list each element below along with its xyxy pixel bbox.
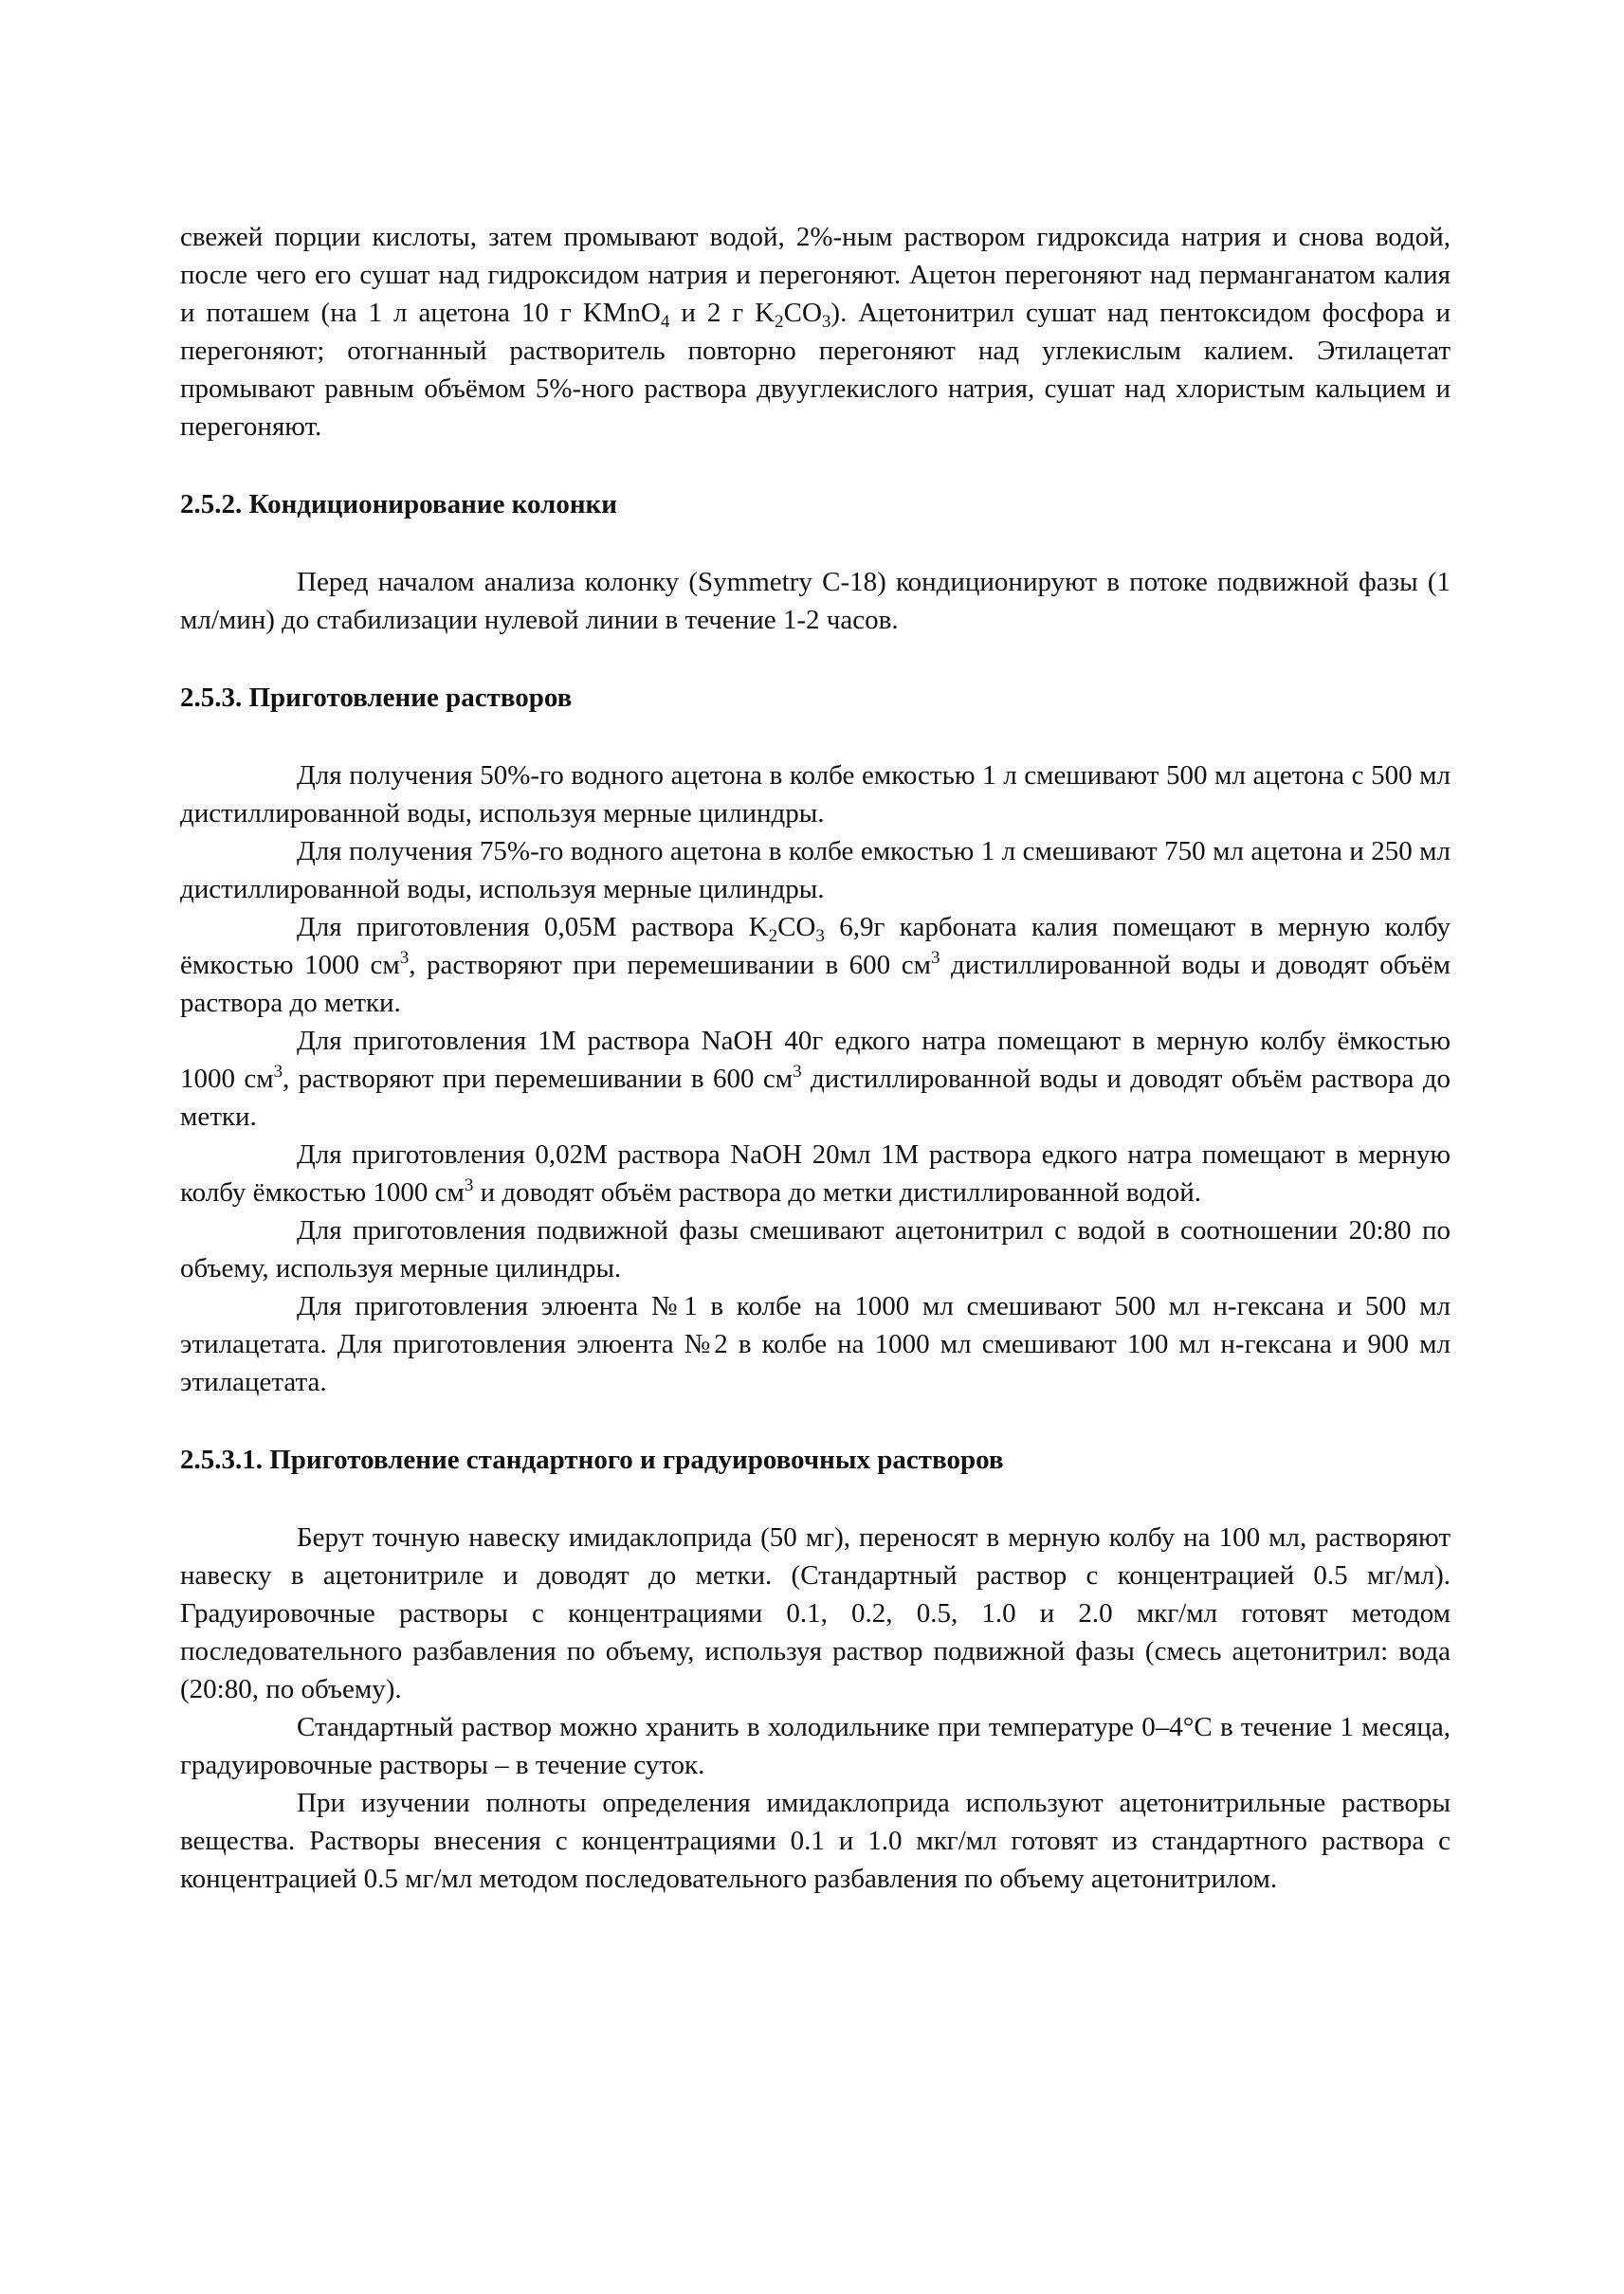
text-run: Для приготовления 1М раствора NaOH 40г едкого натра помещают в мерную колбу ёмкостью 1000 см: [180, 1026, 1451, 1094]
paragraph-k2co3-solution: [180, 908, 1451, 1022]
text-run: и доводят объём раствора до метки дистиллированной водой.: [473, 1177, 1202, 1208]
superscript: 3: [930, 948, 940, 968]
paragraph-recovery-solutions: При изучении полноты определения имидаклоприда используют ацетонитрильные растворы вещества. Растворы внесения с концентрациями 0.1 и 1.0 мкг/мл готовят из стандартного раствора с концентрацией 0.5 мг/мл методом последовательного разбавления по объему ацетонитрилом.: [180, 1788, 1451, 1894]
paragraph-naoh-002m: [180, 1136, 1451, 1211]
section-heading-2-5-2: 2.5.2. Кондиционирование колонки: [180, 489, 617, 519]
text-run: 6,9г карбоната калия помещают в мерную колбу ёмкостью 1000 см: [180, 912, 1451, 980]
section-heading-2-5-3: 2.5.3. Приготовление растворов: [180, 683, 573, 713]
paragraph-storage: Стандартный раствор можно хранить в холодильнике при температуре 0–4°С в течение 1 месяца, градуировочные растворы – в течение суток.: [180, 1712, 1451, 1780]
subscript: 3: [815, 926, 825, 946]
paragraph-standard-solution: Берут точную навеску имидаклоприда (50 мг), переносят в мерную колбу на 100 мл, растворяют навеску в ацетонитриле и доводят до метки. (Стандартный раствор с концентрацией 0.5 мг/мл). Градуировочные растворы с концентрациями 0.1, 0.2, 0.5, 1.0 и 2.0 мкг/мл готовят методом последовательного разбавления по объему, используя раствор подвижной фазы (смесь ацетонитрил: вода (20:80, по объему).: [180, 1522, 1451, 1704]
subscript: 2: [768, 926, 778, 946]
text-run: дистиллированной воды и доводят объём раствора до метки.: [180, 1064, 1451, 1132]
text-run: CO: [777, 912, 816, 942]
text-run: , растворяют при перемешивании в 600 см: [409, 950, 931, 980]
paragraph-column-conditioning: Перед началом анализа колонку (Symmetry С-18) кондиционируют в потоке подвижной фазы (1 мл/мин) до стабилизации нулевой линии в течение 1-2 часов.: [180, 567, 1451, 635]
subscript: 3: [821, 312, 831, 332]
intro-paragraph: [180, 218, 1451, 446]
paragraph-naoh-1m: [180, 1022, 1451, 1136]
text-run: и 2 г K: [669, 298, 776, 328]
text-run: , растворяют при перемешивании в 600 см: [283, 1064, 794, 1094]
text-run: дистиллированной воды и доводят объём раствора до метки.: [180, 950, 1451, 1018]
text-run: CO: [783, 298, 822, 328]
paragraph-acetone-50: Для получения 50%-го водного ацетона в колбе емкостью 1 л смешивают 500 мл ацетона с 500 мл дистиллированной воды, используя мерные цилиндры.: [180, 760, 1451, 828]
paragraph-mobile-phase: Для приготовления подвижной фазы смешивают ацетонитрил с водой в соотношении 20:80 по объему, используя мерные цилиндры.: [180, 1215, 1451, 1284]
superscript: 3: [399, 948, 410, 968]
section-heading-2-5-3-1: 2.5.3.1. Приготовление стандартного и градуировочных растворов: [180, 1445, 1004, 1475]
subscript: 2: [775, 312, 784, 332]
text-run: Для приготовления 0,05М раствора K: [297, 912, 769, 942]
superscript: 3: [793, 1062, 802, 1082]
text-run: ). Ацетонитрил сушат над пентоксидом фосфора и перегоняют; отогнанный растворитель повторно перегоняют над углекислым калием. Этилацетат промывают равным объёмом 5%-ного раствора двууглекислого натрия, сушат над хлористым кальцием и перегоняют.: [180, 298, 1451, 442]
superscript: 3: [464, 1175, 474, 1195]
paragraph-acetone-75: Для получения 75%-го водного ацетона в колбе емкостью 1 л смешивают 750 мл ацетона и 250 мл дистиллированной воды, используя мерные цилиндры.: [180, 836, 1451, 904]
text-run: свежей порции кислоты, затем промывают водой, 2%-ным раствором гидроксида натрия и снова водой, после чего его сушат над гидроксидом натрия и перегоняют. Ацетон перегоняют над перманганатом калия и поташем (на 1 л ацетона 10 г KMnO: [180, 222, 1451, 328]
subscript: 4: [660, 312, 670, 332]
paragraph-eluents: Для приготовления элюента №1 в колбе на 1000 мл смешивают 500 мл н-гексана и 500 мл этилацетата. Для приготовления элюента №2 в колбе на 1000 мл смешивают 100 мл н-гексана и 900 мл этилацетата.: [180, 1291, 1451, 1397]
superscript: 3: [273, 1062, 283, 1082]
text-run: Для приготовления 0,02М раствора NaOH 20мл 1М раствора едкого натра помещают в мерную колбу ёмкостью 1000 см: [180, 1139, 1451, 1208]
